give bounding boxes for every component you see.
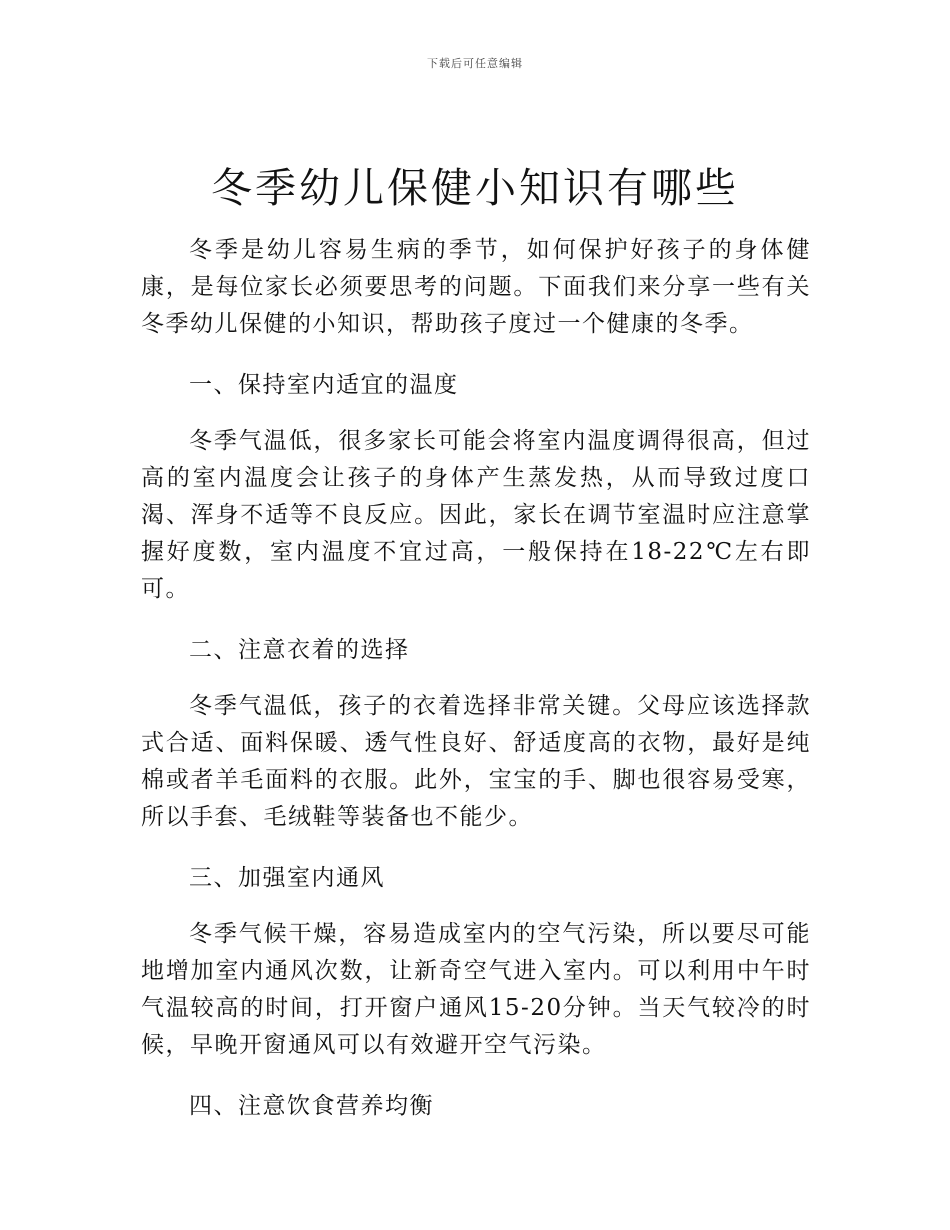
document-title: 冬季幼儿保健小知识有哪些	[211, 164, 739, 212]
page-header: 下载后可任意编辑	[427, 57, 523, 70]
section-heading-1: 一、保持室内适宜的温度	[189, 372, 459, 398]
intro-paragraph: 冬季是幼儿容易生病的季节，如何保护好孩子的身体健康，是每位家长必须要思考的问题。下面我们来分享一些有关冬季幼儿保健的小知识，帮助孩子度过一个健康的冬季。	[141, 237, 811, 337]
section-heading-4: 四、注意饮食营养均衡	[189, 1093, 434, 1119]
section-body-3: 冬季气候干燥，容易造成室内的空气污染，所以要尽可能地增加室内通风次数，让新奇空气进入室内。可以利用中午时气温较高的时间，打开窗户通风15-20分钟。当天气较冷的时候，早晚开窗通风可以有效避开空气污染。	[141, 921, 811, 1058]
section-body-1: 冬季气温低，很多家长可能会将室内温度调得很高，但过高的室内温度会让孩子的身体产生蒸发热，从而导致过度口渴、浑身不适等不良反应。因此，家长在调节室温时应注意掌握好度数，室内温度不宜过高，一般保持在18-22℃左右即可。	[141, 428, 811, 602]
section-heading-3: 三、加强室内通风	[189, 865, 385, 891]
section-heading-2: 二、注意衣着的选择	[189, 637, 410, 663]
document-body	[141, 232, 811, 1144]
section-body-2: 冬季气温低，孩子的衣着选择非常关键。父母应该选择款式合适、面料保暖、透气性良好、舒适度高的衣物，最好是纯棉或者羊毛面料的衣服。此外，宝宝的手、脚也很容易受寒，所以手套、毛绒鞋等装备也不能少。	[141, 693, 811, 830]
